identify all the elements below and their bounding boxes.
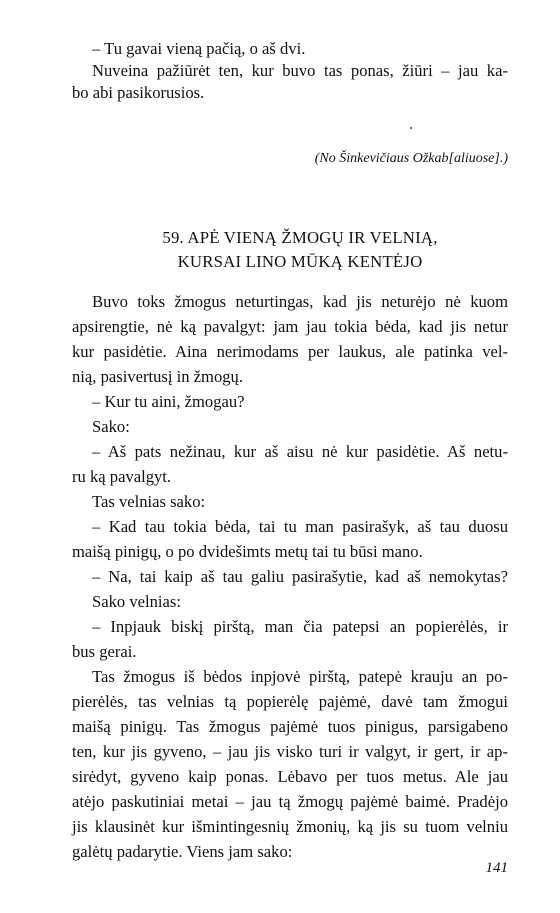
text-line: ten, kur jis gyveno, – jau jis visko turi ir valgyt, ir gert, ir ap- — [72, 742, 508, 761]
text-line: maišą pinigų, o po dvidešimts metų tai tu būsi mano. — [72, 542, 423, 561]
text-line: ru ką pavalgyt. — [72, 467, 172, 486]
text-line: atėjo paskutiniai metai – jau tą žmogų pajėmė baimė. Pradėjo — [72, 792, 508, 811]
text-line: Nuveina pažiūrėt ten, kur buvo tas ponas, žiūri – jau ka- — [92, 61, 508, 80]
text-line: Tas velnias sako: — [92, 492, 206, 511]
text-line: Sako: — [92, 417, 130, 436]
chapter-title-line-2: KURSAI LINO MŪKĄ KENTĖJO — [177, 252, 423, 271]
text-line: maišą pinigų. Tas žmogus pajėmė tuos pinigus, parsigabeno — [72, 717, 508, 736]
text-line: kur pasidėtie. Aina nerimodams per laukus, ale patinka vel- — [72, 342, 508, 361]
text-line: apsirengtie, nė ką pavalgyt: jam jau tokia bėda, kad jis netur — [72, 317, 508, 336]
text-line: nią, pasivertusį in žmogų. — [72, 367, 243, 386]
text-line: bo abi pasikorusios. — [72, 83, 205, 102]
text-line: Tas žmogus iš bėdos inpjovė pirštą, patepė krauju an po- — [92, 667, 508, 686]
source-note: (No Šinkevičiaus Ožkab[aliuose].) — [314, 151, 508, 166]
text-line: – Tu gavai vieną pačią, o aš dvi. — [92, 39, 306, 58]
text-line: pierėlės, tas velnias tą popierėlę pajėmė, davė tam žmogui — [72, 692, 508, 711]
text-line: bus gerai. — [72, 642, 137, 661]
page-number: 141 — [485, 860, 508, 876]
stray-dot — [410, 127, 412, 129]
text-line: – Kur tu aini, žmogau? — [92, 392, 245, 411]
text-line: Sako velnias: — [92, 592, 181, 611]
chapter-title-line-1: 59. APĖ VIENĄ ŽMOGŲ IR VELNIĄ, — [162, 228, 438, 247]
text-line: – Aš pats nežinau, kur aš aisu nė kur pasidėtie. Aš netu- — [92, 442, 508, 461]
text-line: galėtų padarytie. Viens jam sako: — [72, 842, 293, 861]
text-line: jis klausinėt kur išmintingesnių žmonių, ką jis su tuom velniu — [72, 817, 508, 836]
text-line: Buvo toks žmogus neturtingas, kad jis neturėjo nė kuom — [92, 292, 508, 311]
text-line: – Na, tai kaip aš tau galiu pasirašytie, kad aš nemokytas? — [92, 567, 508, 586]
text-line: – Kad tau tokia bėda, tai tu man pasirašyk, aš tau duosu — [92, 517, 508, 536]
text-line: – Inpjauk biskį pirštą, man čia patepsi an popierėlės, ir — [92, 617, 508, 636]
text-line: sirėdyt, gyveno kaip ponas. Lėbavo per tuos metus. Ale jau — [72, 767, 508, 786]
